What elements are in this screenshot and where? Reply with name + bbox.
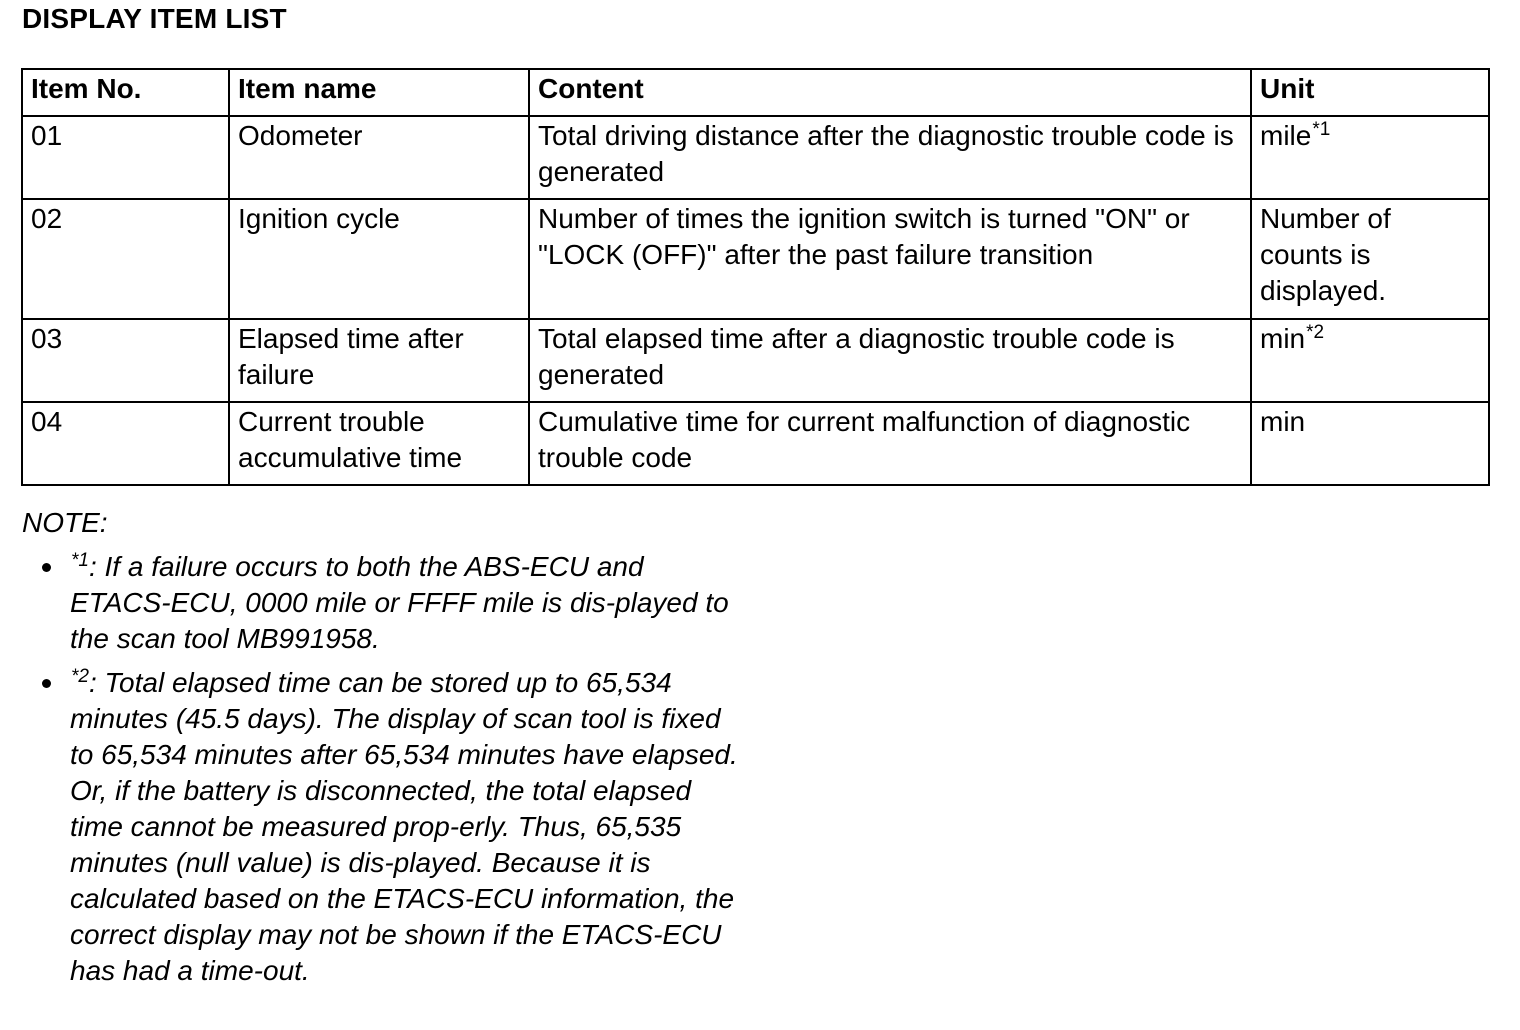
- table-row: [22, 402, 1489, 485]
- header-item-name: Item name: [229, 69, 529, 116]
- note-body: : Total elapsed time can be stored up to 65,534 minutes (45.5 days). The display of scan tool is fixed to 65,534 minutes after 65,534 minutes have elapsed. Or, if the battery is disconnected, the total elapsed time cannot be measured prop-erly. Thus, 65,535 minutes (null value) is dis-played. Because it is calculated based on the ETACS-ECU information, the correct display may not be shown if the ETACS-ECU has had a time-out.: [70, 667, 738, 986]
- content-cell: Cumulative time for current malfunction of diagnostic trouble code: [529, 402, 1251, 485]
- table-row: [22, 319, 1489, 402]
- unit-text: min: [1260, 406, 1306, 437]
- unit-text: min: [1260, 323, 1306, 354]
- header-content: Content: [529, 69, 1251, 116]
- table-header-row: [22, 69, 1489, 116]
- table-row: [22, 116, 1489, 199]
- item-name-cell: Elapsed time after failure: [229, 319, 529, 402]
- unit-cell: [1251, 199, 1489, 319]
- note-text: [70, 665, 742, 989]
- footnote-marker: *2: [1306, 322, 1325, 343]
- header-item-no: Item No.: [22, 69, 229, 116]
- unit-cell: [1251, 116, 1489, 199]
- bullet-icon: [42, 679, 51, 688]
- item-no-cell: 01: [22, 116, 229, 199]
- header-unit: Unit: [1251, 69, 1489, 116]
- footnote-marker: *2: [71, 666, 89, 687]
- item-no-cell: 02: [22, 199, 229, 319]
- note-item: [22, 549, 742, 657]
- page-title: DISPLAY ITEM LIST: [22, 3, 287, 34]
- bullet-icon: [42, 563, 51, 572]
- table-row: [22, 199, 1489, 319]
- item-name-cell: Ignition cycle: [229, 199, 529, 319]
- display-item-table: [21, 68, 1490, 486]
- note-text: [70, 549, 742, 657]
- note-item: [22, 665, 742, 989]
- unit-cell: [1251, 402, 1489, 485]
- item-no-cell: 03: [22, 319, 229, 402]
- item-name-cell: Odometer: [229, 116, 529, 199]
- unit-cell: [1251, 319, 1489, 402]
- note-body: : If a failure occurs to both the ABS-ECU and ETACS-ECU, 0000 mile or FFFF mile is dis-played to the scan tool MB991958.: [70, 551, 729, 654]
- footnote-marker: *1: [1312, 119, 1331, 140]
- content-cell: Total elapsed time after a diagnostic trouble code is generated: [529, 319, 1251, 402]
- content-cell: Total driving distance after the diagnostic trouble code is generated: [529, 116, 1251, 199]
- footnote-marker: *1: [71, 550, 89, 571]
- content-cell: Number of times the ignition switch is turned "ON" or "LOCK (OFF)" after the past failure transition: [529, 199, 1251, 319]
- note-heading: NOTE:: [22, 507, 108, 538]
- note-section: [22, 505, 742, 997]
- unit-text: Number of counts is displayed.: [1260, 203, 1391, 306]
- item-no-cell: 04: [22, 402, 229, 485]
- item-name-cell: Current trouble accumulative time: [229, 402, 529, 485]
- unit-text: mile: [1260, 120, 1312, 151]
- note-list: [22, 549, 742, 989]
